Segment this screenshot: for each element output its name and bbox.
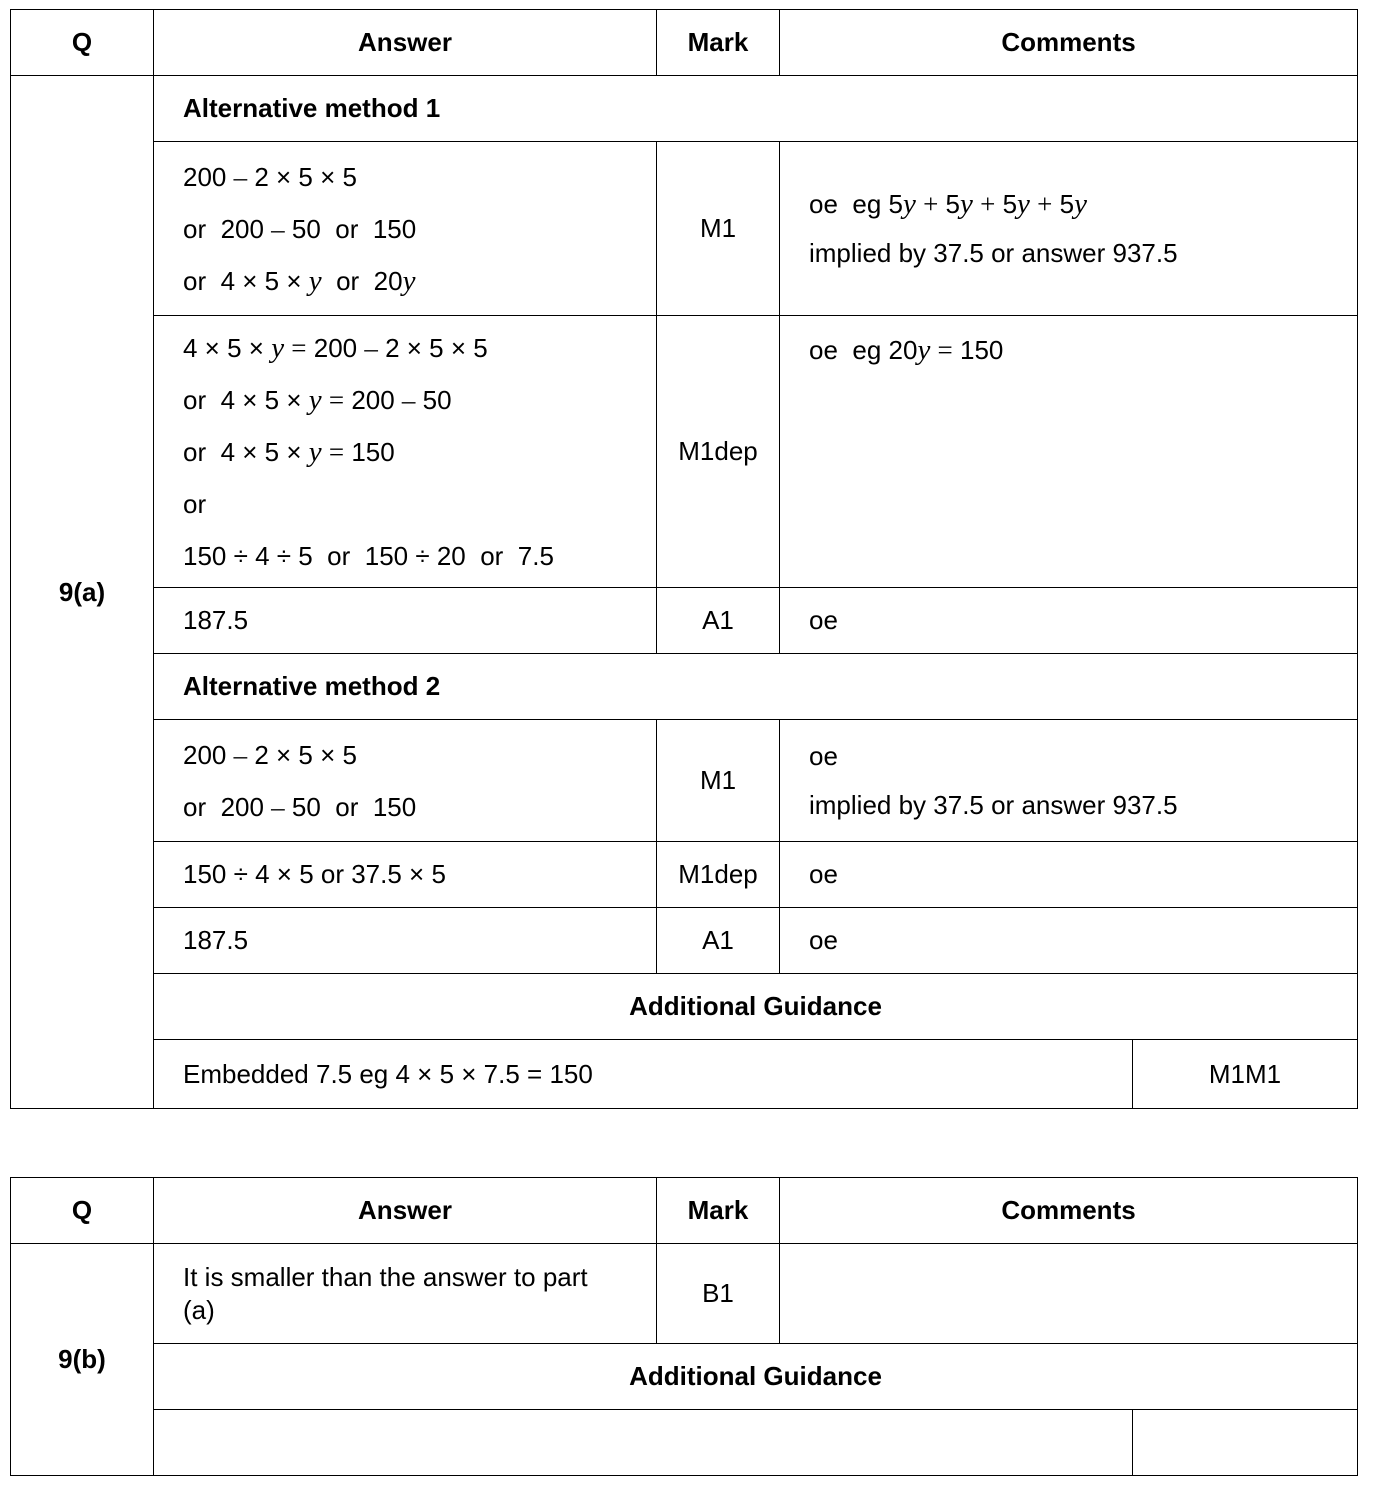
alt-method-1-title: Alternative method 1 (154, 76, 1358, 142)
alt2-row1-comment (780, 720, 1358, 842)
q9b-row1-comment (780, 1244, 1358, 1344)
q9b-row1-mark: B1 (657, 1244, 780, 1344)
alt1-row1-comment (780, 142, 1358, 316)
header-q: Q (11, 10, 154, 76)
guidance-mark-9b (1133, 1410, 1358, 1476)
header-mark: Mark (657, 10, 780, 76)
alt2-row1-answer (154, 720, 657, 842)
alt1-row3-comment: oe (780, 588, 1358, 654)
alt1-row3-mark: A1 (657, 588, 780, 654)
q9b-row1-answer: It is smaller than the answer to part (a) (154, 1244, 657, 1344)
alt2-row3-answer: 187.5 (154, 908, 657, 974)
mark-scheme-table-9a (10, 9, 1358, 1109)
answer-line: 200 – 2 × 5 × 5 (183, 739, 357, 770)
mark-scheme-table-9b (10, 1177, 1358, 1476)
header-comments: Comments (780, 1178, 1358, 1244)
answer-line: or 4 × 5 × y or 20y (183, 264, 416, 297)
alt1-row1-answer (154, 142, 657, 316)
alt2-row3-mark: A1 (657, 908, 780, 974)
header-answer: Answer (154, 10, 657, 76)
comment-line: oe eg 5y + 5y + 5y + 5y (809, 187, 1087, 220)
alt2-row2-comment: oe (780, 842, 1358, 908)
alt2-row1-mark: M1 (657, 720, 780, 842)
answer-line: or 200 – 50 or 150 (183, 213, 417, 244)
alt1-row2-mark: M1dep (657, 316, 780, 588)
alt1-row2-comment (780, 316, 1358, 588)
alt2-row2-answer: 150 ÷ 4 × 5 or 37.5 × 5 (154, 842, 657, 908)
header-q: Q (11, 1178, 154, 1244)
guidance-text-9b (154, 1410, 1133, 1476)
additional-guidance-title-9a: Additional Guidance (154, 974, 1358, 1040)
alt2-row3-comment: oe (780, 908, 1358, 974)
comment-line: implied by 37.5 or answer 937.5 (809, 237, 1178, 268)
question-label-9b: 9(b) (11, 1244, 154, 1476)
header-answer: Answer (154, 1178, 657, 1244)
answer-line: or 4 × 5 × y = 150 (183, 435, 395, 468)
additional-guidance-title-9b: Additional Guidance (154, 1344, 1358, 1410)
answer-line: or 4 × 5 × y = 200 – 50 (183, 383, 452, 416)
answer-line: 200 – 2 × 5 × 5 (183, 161, 357, 192)
alt2-row2-mark: M1dep (657, 842, 780, 908)
alt-method-2-title: Alternative method 2 (154, 654, 1358, 720)
guidance-mark-9a: M1M1 (1133, 1040, 1358, 1109)
comment-line: oe (809, 740, 838, 771)
guidance-text-9a: Embedded 7.5 eg 4 × 5 × 7.5 = 150 (154, 1040, 1133, 1109)
comment-line: oe eg 20y = 150 (809, 334, 1004, 366)
question-label-9a: 9(a) (11, 76, 154, 1109)
answer-line: or (183, 488, 207, 519)
header-mark: Mark (657, 1178, 780, 1244)
alt1-row1-mark: M1 (657, 142, 780, 316)
answer-line: 150 ÷ 4 ÷ 5 or 150 ÷ 20 or 7.5 (183, 540, 554, 571)
header-comments: Comments (780, 10, 1358, 76)
alt1-row2-answer (154, 316, 657, 588)
alt1-row3-answer: 187.5 (154, 588, 657, 654)
answer-line: or 200 – 50 or 150 (183, 791, 417, 822)
answer-line: 4 × 5 × y = 200 – 2 × 5 × 5 (183, 331, 488, 364)
comment-line: implied by 37.5 or answer 937.5 (809, 789, 1178, 820)
